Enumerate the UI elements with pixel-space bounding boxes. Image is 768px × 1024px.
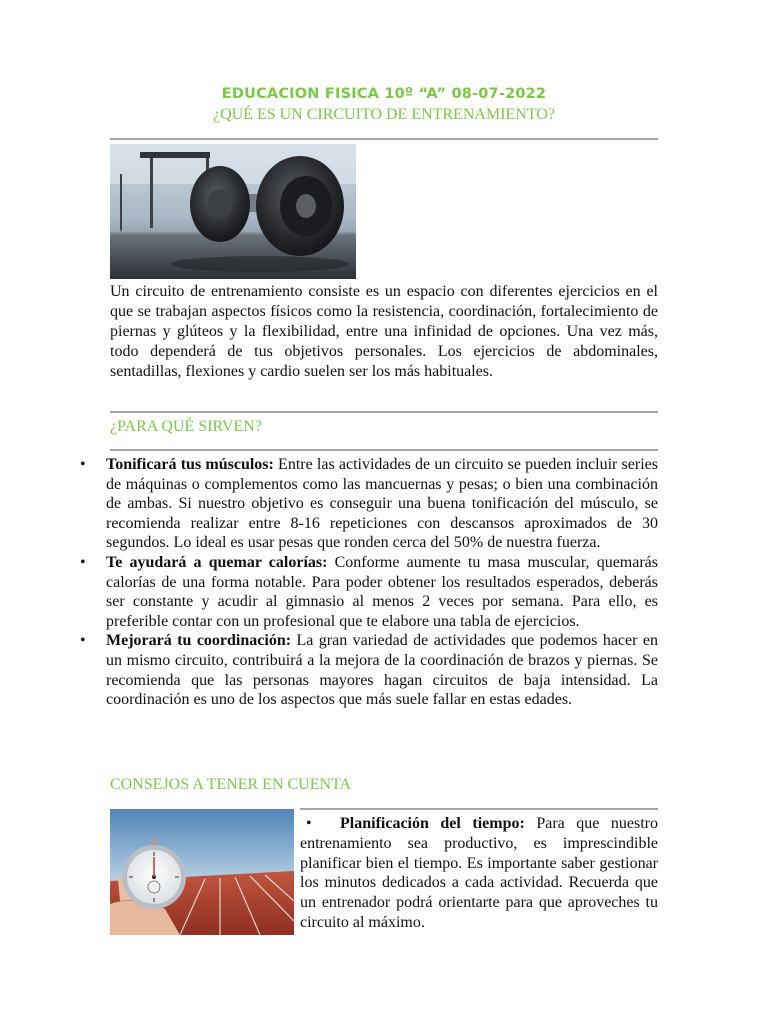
list-item-title: Mejorará tu coordinación: bbox=[106, 632, 292, 650]
list-item-text: Entre las actividades de un circuito se pueden incluir series de máquinas o complementos como las mancuernas y pesas; o bien una combinación de ambas. Si nuestro objetivo es conseguir una buena tonificación del músculo, se recomienda realizar entre 8-16 repeticiones con descansos aproximados de 30 segundos. Lo ideal es usar pesas que ronden cerca del 50% de nuestra fuerza. bbox=[106, 456, 658, 552]
benefits-list bbox=[80, 455, 658, 710]
intro-paragraph: Un circuito de entrenamiento consiste es un espacio con diferentes ejercicios en el que se trabajan aspectos físicos como la resistencia, coordinación, fortalecimiento de piernas y glúteos y la flexibilidad, entre una infinidad de opciones. Una vez más, todo dependerá de tus objetivos personales. Los ejercicios de abdominales, sentadillas, flexiones y cardio suelen ser los más habituales. bbox=[110, 283, 658, 380]
dumbbell-illustration bbox=[110, 144, 356, 279]
list-item-text: Conforme aumente tu masa muscular, quemarás calorías de una forma notable. Para poder obtener los resultados esperados, deberás ser constante y acudir al gimnasio al menos 2 veces por semana. Para ello, es preferible contar con un profesional que te elabore una tabla de ejercicios. bbox=[106, 553, 658, 630]
divider bbox=[110, 449, 658, 451]
tip-title: Planificación del tiempo: bbox=[340, 815, 525, 832]
list-item-title: Te ayudará a quemar calorías: bbox=[106, 553, 328, 571]
dumbbell-photo bbox=[110, 144, 356, 279]
section-heading-consejos: CONSEJOS A TENER EN CUENTA bbox=[110, 776, 352, 793]
divider bbox=[110, 138, 658, 140]
list-item bbox=[80, 631, 658, 709]
bullet-icon: • bbox=[80, 553, 86, 571]
tip-paragraph bbox=[300, 814, 658, 933]
bullet-icon: • bbox=[306, 815, 312, 832]
list-item bbox=[80, 553, 658, 631]
document-title: EDUCACION FISICA 10º “A” 08-07-2022 bbox=[221, 86, 547, 102]
tip-text: Para que nuestro entrenamiento sea productivo, es imprescindible planificar bien el tiempo. Es importante saber gestionar los minutos dedicados a cada actividad. Recuerda que un entrenador podrá orientarte para que aproveches tu circuito al máximo. bbox=[300, 815, 658, 931]
divider bbox=[110, 411, 658, 413]
stopwatch-photo bbox=[110, 809, 294, 935]
document-subtitle: ¿QUÉ ES UN CIRCUITO DE ENTRENAMIENTO? bbox=[212, 106, 556, 123]
list-item-text: La gran variedad de actividades que podemos hacer en un mismo circuito, contribuirá a la mejora de la coordinación de brazos y piernas. Se recomienda que las personas mayores hagan circuitos de baja intensidad. La coordinación es uno de los aspectos que más suele fallar en estas edades. bbox=[106, 632, 658, 709]
list-item-title: Tonificará tus músculos: bbox=[106, 456, 274, 473]
divider bbox=[300, 808, 658, 810]
section-heading-para-que-sirven: ¿PARA QUÉ SIRVEN? bbox=[110, 418, 262, 435]
list-item bbox=[80, 455, 658, 553]
stopwatch-illustration bbox=[110, 809, 294, 935]
bullet-icon: • bbox=[80, 456, 86, 473]
bullet-icon: • bbox=[80, 632, 86, 650]
